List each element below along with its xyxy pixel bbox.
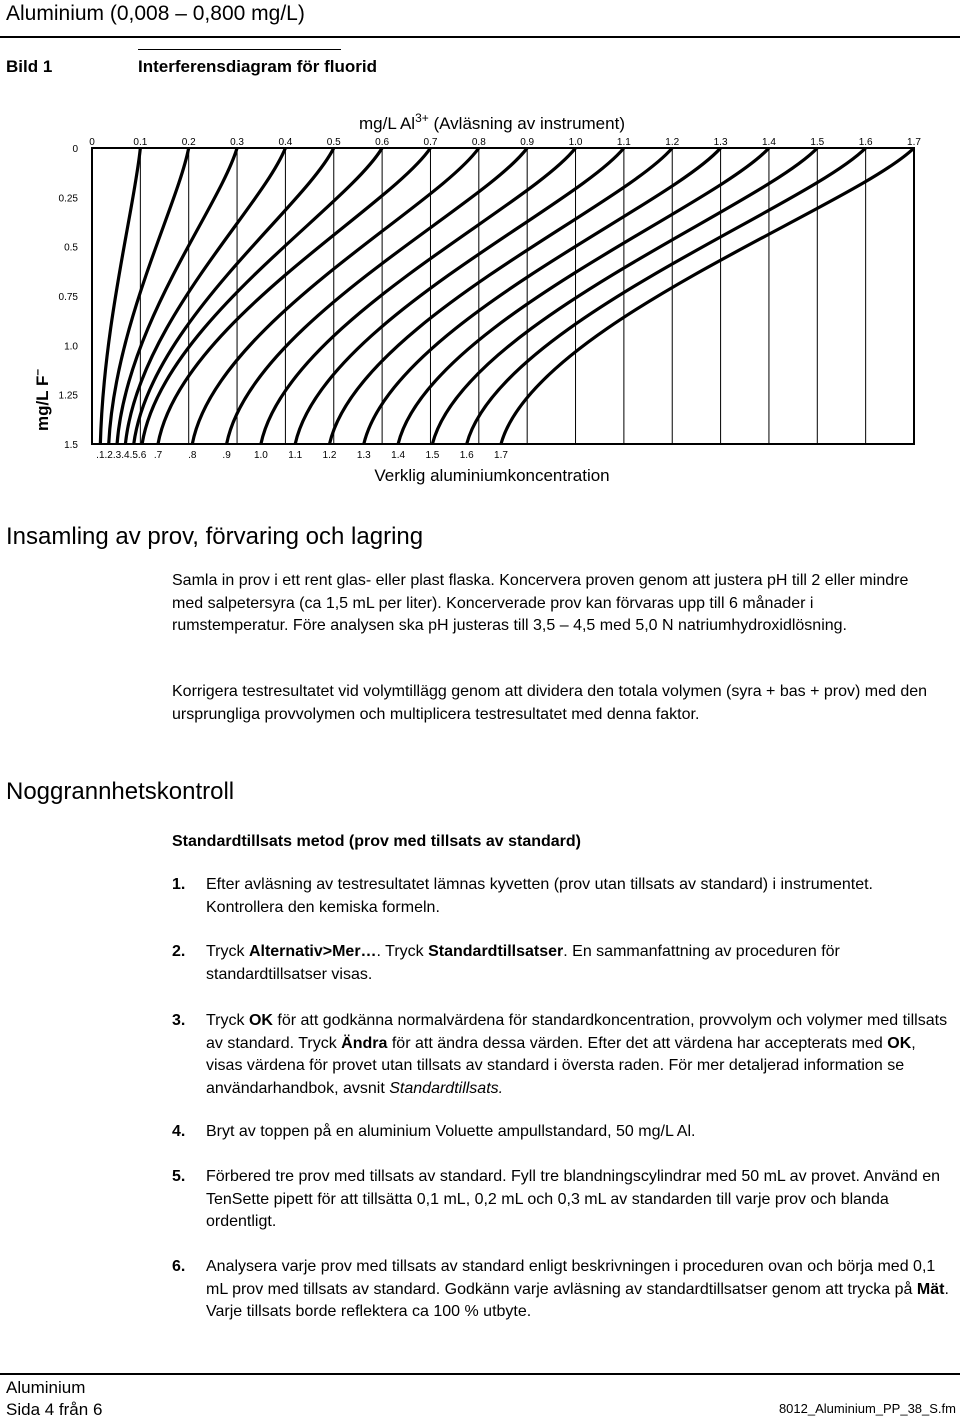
- bottom-tick-label: 1.7: [494, 450, 508, 461]
- step-number: 2.: [172, 943, 186, 960]
- step-number: 4.: [172, 1123, 186, 1140]
- y-tick-label: 1.0: [64, 341, 78, 353]
- standard-addition-subheading: Standardtillsats metod (prov med tillsats av standard): [172, 833, 581, 850]
- interference-chart-svg: [0, 100, 960, 500]
- step-text: [206, 1166, 950, 1234]
- bottom-tick-label: 1.3: [356, 450, 371, 461]
- y-tick-label: 0: [72, 144, 78, 155]
- bottom-tick-label: 1.0: [253, 450, 268, 461]
- top-tick-label: 0.9: [520, 137, 535, 148]
- top-tick-label: 0.8: [471, 137, 486, 148]
- step-text-part: för att godkänna normalvärdena för standardkoncentration, provvolym och volymer med tillsats av standard. Tryck: [206, 1012, 948, 1052]
- bottom-tick-label: .6: [137, 450, 147, 461]
- top-tick-label: 1.7: [907, 137, 921, 148]
- section-heading-accuracy: Noggrannhetskontroll: [6, 778, 235, 805]
- step-text-part: . En sammanfattning av proceduren för standardtillsatser visas.: [206, 943, 840, 983]
- section-heading-sampling: Insamling av prov, förvaring och lagring: [6, 523, 424, 550]
- bottom-tick-label: .7: [153, 450, 163, 461]
- interference-curve: [227, 148, 528, 444]
- bottom-tick-label: .2: [104, 450, 113, 461]
- chart-title: mg/L $Al^{3+}$ (Avläsning av instrument): [359, 111, 625, 133]
- bottom-tick-label: 1.4: [391, 450, 406, 461]
- step-text: [206, 874, 950, 919]
- step-text-part: Alternativ>Mer…: [248, 943, 377, 960]
- chart-xlabel: Verklig aluminiumkoncentration: [374, 466, 610, 485]
- top-tick-label: 1.4: [761, 137, 776, 148]
- step-text-part: Efter avläsning av testresultatet lämnas kyvetten (prov utan tillsats av standard) i instrumentet. Kontrollera den kemiska formeln.: [206, 876, 873, 916]
- footer-rule: [0, 1373, 960, 1375]
- y-tick-label: 0.75: [58, 292, 78, 303]
- step-text: [206, 1256, 950, 1324]
- header-rule: [0, 36, 960, 38]
- bottom-tick-label: 1.6: [459, 450, 474, 461]
- step-number: 3.: [172, 1012, 186, 1029]
- interference-curve: [364, 148, 721, 444]
- interference-curve: [109, 148, 189, 444]
- step-text: [206, 1010, 950, 1100]
- bottom-tick-label: .5: [129, 450, 138, 461]
- bottom-tick-label: 1.5: [425, 450, 440, 461]
- bottom-tick-label: 1.1: [288, 450, 303, 461]
- step-text-part: Standardtillsats.: [389, 1079, 504, 1097]
- figure-caption: Interferensdiagram för fluorid: [138, 57, 377, 76]
- step-number: 1.: [172, 876, 186, 893]
- bottom-tick-label: .4: [121, 450, 130, 461]
- sampling-paragraph-1: Samla in prov i ett rent glas- eller plast flaska. Koncervera proven genom att justera pH till 2 eller mindre med salpetersyra (ca 1,5 mL per liter). Koncerverade prov kan förvaras upp till 6 månader i rumstemperatur. Före analysen ska pH justeras till 3,5 – 4,5 med 5,0 N natriumhydroxidlösning.: [172, 572, 909, 634]
- footer-product: Aluminium: [6, 1378, 86, 1397]
- step-text-part: Standardtillsatser: [428, 943, 564, 960]
- step-text-part: OK: [887, 1034, 912, 1052]
- top-tick-label: 0.7: [423, 137, 438, 148]
- chart-frame: [92, 148, 914, 444]
- top-tick-label: 0: [89, 137, 95, 148]
- step-text-part: OK: [248, 1012, 273, 1029]
- step-text-part: . Varje tillsats borde reflektera ca 100 % utbyte.: [206, 1280, 949, 1320]
- chart-ylabel: mg/L F–: [30, 368, 52, 432]
- bottom-tick-label: .1: [96, 450, 105, 461]
- step-text-part: . Tryck: [376, 943, 429, 960]
- sampling-paragraph-2: Korrigera testresultatet vid volymtillägg genom att dividera den totala volymen (syra + bas + prov) med den ursprungliga provvolymen och multiplicera testresultatet med denna faktor.: [172, 683, 928, 723]
- top-tick-label: 0.1: [133, 137, 148, 148]
- top-tick-label: 0.5: [326, 137, 341, 148]
- figure-caption-rule: [138, 49, 341, 50]
- top-tick-label: 1.0: [568, 137, 583, 148]
- page-title: Aluminium (0,008 – 0,800 mg/L): [6, 2, 305, 25]
- step-text: [206, 941, 950, 986]
- top-tick-label: 1.1: [616, 137, 631, 148]
- footer-page-number: Sida 4 från 6: [6, 1400, 103, 1419]
- figure-label: Bild 1: [6, 57, 53, 76]
- y-tick-label: 1.25: [58, 390, 78, 402]
- step-text: [206, 1121, 950, 1144]
- step-text-part: Tryck: [206, 1012, 249, 1029]
- top-tick-label: 0.6: [375, 137, 390, 148]
- y-tick-label: 0.5: [64, 242, 78, 254]
- interference-chart: [0, 100, 960, 500]
- step-text-part: Mät: [916, 1280, 945, 1298]
- step-text-part: Tryck: [206, 943, 249, 960]
- step-text-part: , visas värdena för provet utan tillsats av standard i översta raden. För mer detaljerad information se användarhandbok, avsnit: [206, 1034, 916, 1097]
- top-tick-label: 0.3: [230, 137, 245, 148]
- step-text-part: Bryt av toppen på en aluminium Voluette ampullstandard, 50 mg/L Al.: [206, 1123, 696, 1140]
- top-tick-label: 0.4: [278, 137, 293, 148]
- step-number: 6.: [172, 1258, 186, 1275]
- top-tick-label: 1.3: [713, 137, 728, 148]
- interference-curve: [158, 148, 430, 444]
- y-tick-label: 1.5: [64, 440, 78, 451]
- top-tick-label: 1.5: [810, 137, 825, 148]
- top-tick-label: 0.2: [181, 137, 196, 148]
- top-tick-label: 1.6: [858, 137, 873, 148]
- step-number: 5.: [172, 1168, 186, 1185]
- step-text-part: Analysera varje prov med tillsats av standard enligt beskrivningen i proceduren ovan och börja med 0,1 mL prov med tillsats av standard. Godkänn varje avläsning av standardtillsatser genom att trycka på: [206, 1258, 936, 1298]
- bottom-tick-label: .9: [222, 450, 231, 461]
- step-text-part: för att ändra dessa värden. Efter det att värdena har accepterats med: [387, 1034, 888, 1052]
- bottom-tick-label: 1.2: [322, 450, 337, 461]
- top-tick-label: 1.2: [665, 137, 680, 148]
- bottom-tick-label: .3: [112, 450, 122, 461]
- step-text-part: Förbered tre prov med tillsats av standard. Fyll tre blandningscylindrar med 50 mL av provet. Använd en TenSette pipett för att tillsätta 0,1 mL, 0,2 mL och 0,3 mL av standarden till varje prov och blanda ordentligt.: [206, 1168, 940, 1230]
- bottom-tick-label: .8: [188, 450, 197, 461]
- footer-filename: 8012_Aluminium_PP_38_S.fm: [778, 1401, 956, 1416]
- step-text-part: Ändra: [341, 1034, 388, 1052]
- y-tick-label: 0.25: [58, 193, 78, 205]
